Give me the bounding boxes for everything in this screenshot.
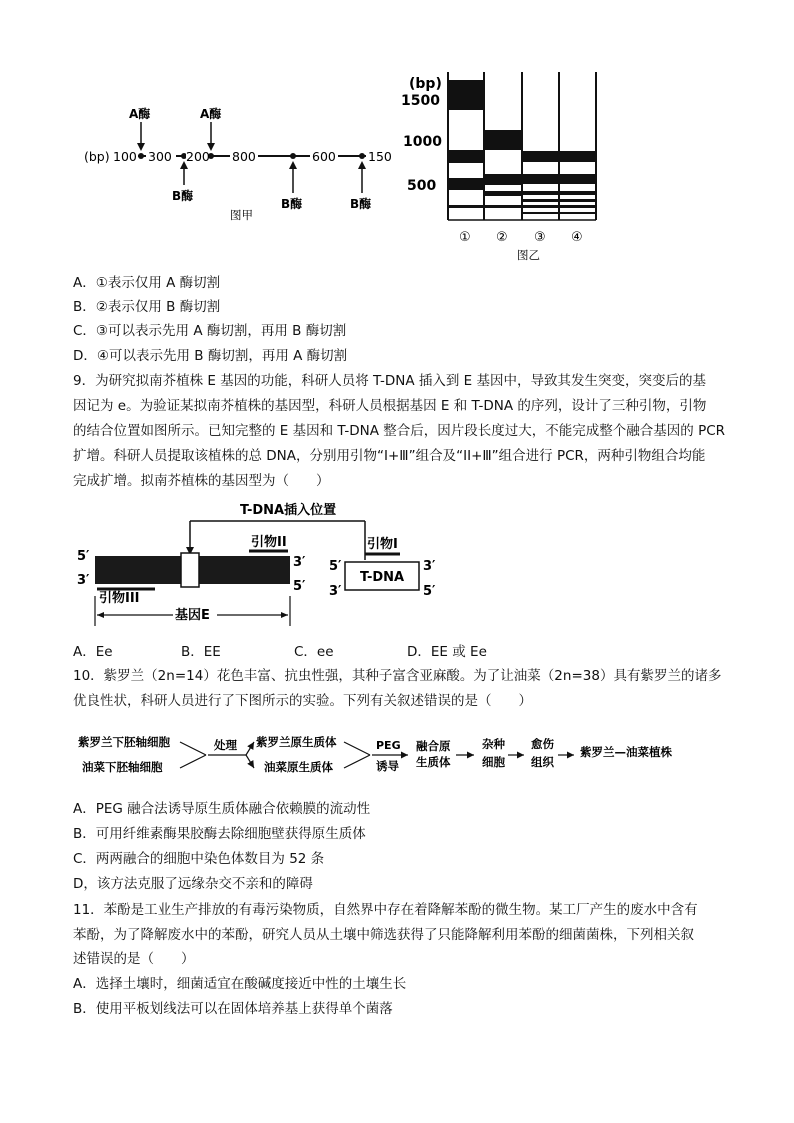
enzyme-a-label: A酶 — [129, 107, 151, 121]
segment-label: 200 — [186, 149, 210, 164]
q10-text-line: 优良性状，科研人员进行了下图所示的实验。下列有关叙述错误的是（ ） — [73, 693, 532, 709]
flow-callus: 组织 — [531, 755, 554, 769]
gel-band — [448, 178, 484, 190]
q11-option-b: B．使用平板划线法可以在固体培养基上获得单个菌落 — [73, 1001, 393, 1017]
primer-figure — [75, 498, 455, 636]
flow-proto-a: 紫罗兰原生质体 — [256, 735, 337, 749]
lane-label: ② — [496, 230, 508, 245]
gel-band — [484, 205, 522, 208]
primer-1-label: 引物I — [367, 537, 398, 552]
three-prime-label: 3′ — [293, 555, 306, 570]
enzyme-b-label: B酶 — [172, 189, 194, 203]
q11-option-a: A．选择土壤时，细菌适宜在酸碱度接近中性的土壤生长 — [73, 976, 407, 992]
enzyme-a-label: A酶 — [200, 107, 222, 121]
gel-band — [448, 80, 484, 110]
q9-text-line: 完成扩增。拟南芥植株的基因型为（ ） — [73, 473, 330, 489]
gel-band — [522, 212, 559, 214]
cut-point — [138, 153, 144, 159]
tdna-label: T-DNA — [360, 570, 405, 585]
flow-peg: PEG — [376, 739, 401, 752]
q8-option-c: C．③可以表示先用 A 酶切割，再用 B 酶切割 — [73, 323, 347, 339]
segment-label: 150 — [368, 149, 392, 164]
insertion-site — [181, 553, 199, 587]
primer-3-label: 引物III — [99, 591, 140, 606]
q10-text-line: 10．紫罗兰（2n=14）花色丰富、抗虫性强，其种子富含亚麻酸。为了让油菜（2n=38）具有紫罗兰的诸多 — [73, 668, 722, 684]
enzyme-b-label: B酶 — [350, 197, 372, 211]
gel-band — [559, 212, 596, 214]
unit-label: (bp) — [84, 149, 110, 164]
unit-label: (bp) — [409, 76, 442, 92]
arrow-down-icon — [137, 143, 145, 151]
flow-proto-b: 油菜原生质体 — [264, 760, 333, 774]
marker-label: 1500 — [401, 93, 440, 109]
three-prime-label: 3′ — [329, 584, 342, 599]
q9-option-b: B．EE — [181, 644, 221, 660]
gel-band — [484, 174, 522, 185]
flow-cell-b: 油菜下胚轴细胞 — [82, 760, 163, 774]
three-prime-label: 3′ — [77, 573, 90, 588]
insert-position-label: T-DNA插入位置 — [240, 503, 337, 518]
five-prime-label: 5′ — [423, 584, 436, 599]
q10-option-b: B．可用纤维素酶果胶酶去除细胞壁获得原生质体 — [73, 826, 366, 842]
q9-options — [73, 643, 487, 661]
flow-plant: 紫罗兰—油菜植株 — [580, 745, 672, 759]
q9-text-line: 因记为 e。为验证某拟南芥植株的基因型，科研人员根据基因 E 和 T-DNA 的序列，设计了三种引物，引物 — [73, 398, 707, 414]
gel-band — [559, 191, 596, 195]
five-prime-label: 5′ — [329, 559, 342, 574]
gel-band — [484, 191, 522, 196]
q9-text-line: 扩增。科研人员提取该植株的总 DNA，分别用引物“I+Ⅲ”组合及“II+Ⅲ”组合进行 PCR，两种引物组合均能 — [73, 448, 706, 464]
segment-label: 300 — [148, 149, 172, 164]
restriction-map-figure — [80, 85, 400, 230]
q10-option-a: A．PEG 融合法诱导原生质体融合依赖膜的流动性 — [73, 801, 371, 817]
q11-text-line: 苯酚，为了降解废水中的苯酚，研究人员从土壤中筛选获得了只能降解利用苯酚的细菌菌株，下列相关叙 — [73, 927, 694, 943]
marker-label: 1000 — [403, 134, 442, 150]
gel-band — [522, 151, 559, 162]
q8-option-d: D．④可以表示先用 B 酶切割，再用 A 酶切割 — [73, 348, 348, 364]
q11-text-line: 11．苯酚是工业生产排放的有毒污染物质，自然界中存在着降解苯酚的微生物。某工厂产生的废水中含有 — [73, 902, 698, 918]
flow-cell-a: 紫罗兰下胚轴细胞 — [78, 735, 170, 749]
flow-callus: 愈伤 — [531, 737, 554, 751]
figure-caption: 图甲 — [230, 208, 253, 222]
arrow-up-icon — [358, 161, 366, 169]
q10-option-c: C．两两融合的细胞中染色体数目为 52 条 — [73, 851, 325, 867]
q9-text-line: 的结合位置如图所示。已知完整的 E 基因和 T-DNA 整合后，因片段长度过大，不能完成整个融合基因的 PCR — [73, 423, 726, 439]
gel-band — [484, 130, 522, 150]
primer-2-label: 引物II — [251, 535, 287, 550]
arrow-up-icon — [289, 161, 297, 169]
flow-treat: 处理 — [214, 738, 237, 752]
electrophoresis-figure — [395, 68, 610, 263]
fusion-flowchart — [78, 728, 698, 780]
gene-e-label: 基因E — [175, 608, 210, 623]
segment-label: 600 — [312, 149, 336, 164]
flow-hybrid: 细胞 — [482, 755, 505, 769]
gel-band — [559, 151, 596, 162]
five-prime-label: 5′ — [77, 549, 90, 564]
gel-band — [448, 205, 484, 208]
q11-text-line: 述错误的是（ ） — [73, 951, 195, 967]
flow-fuse: 生质体 — [416, 755, 451, 769]
gel-band — [559, 174, 596, 184]
flow-hybrid: 杂种 — [482, 737, 505, 751]
gel-band — [522, 174, 559, 184]
segment-label: 100 — [113, 149, 137, 164]
lane-label: ③ — [534, 230, 546, 245]
q10-option-d: D，该方法克服了远缘杂交不亲和的障碍 — [73, 876, 313, 892]
lane-label: ④ — [571, 230, 583, 245]
marker-label: 500 — [407, 178, 437, 194]
segment-label: 800 — [232, 149, 256, 164]
gel-band — [448, 150, 484, 163]
flow-induce: 诱导 — [376, 759, 399, 773]
q9-text-line: 9．为研究拟南芥植株 E 基因的功能，科研人员将 T-DNA 插入到 E 基因中，导致其发生突变，突变后的基 — [73, 373, 707, 389]
gel-band — [522, 191, 559, 195]
lane-label: ① — [459, 230, 471, 245]
gel-band — [559, 199, 596, 202]
cut-point — [290, 153, 296, 159]
five-prime-label: 5′ — [293, 579, 306, 594]
q9-option-d: D．EE 或 Ee — [407, 644, 487, 660]
q9-option-c: C．ee — [294, 644, 334, 660]
three-prime-label: 3′ — [423, 559, 436, 574]
q8-option-a: A．①表示仅用 A 酶切割 — [73, 275, 221, 291]
q8-option-b: B．②表示仅用 B 酶切割 — [73, 299, 221, 315]
gel-band — [522, 199, 559, 202]
q9-option-a: A．Ee — [73, 644, 113, 660]
gel-band — [522, 205, 559, 208]
figure-caption: 图乙 — [517, 248, 540, 262]
flow-fuse: 融合原 — [416, 739, 451, 753]
enzyme-b-label: B酶 — [281, 197, 303, 211]
gel-band — [559, 205, 596, 208]
cut-point — [359, 153, 365, 159]
